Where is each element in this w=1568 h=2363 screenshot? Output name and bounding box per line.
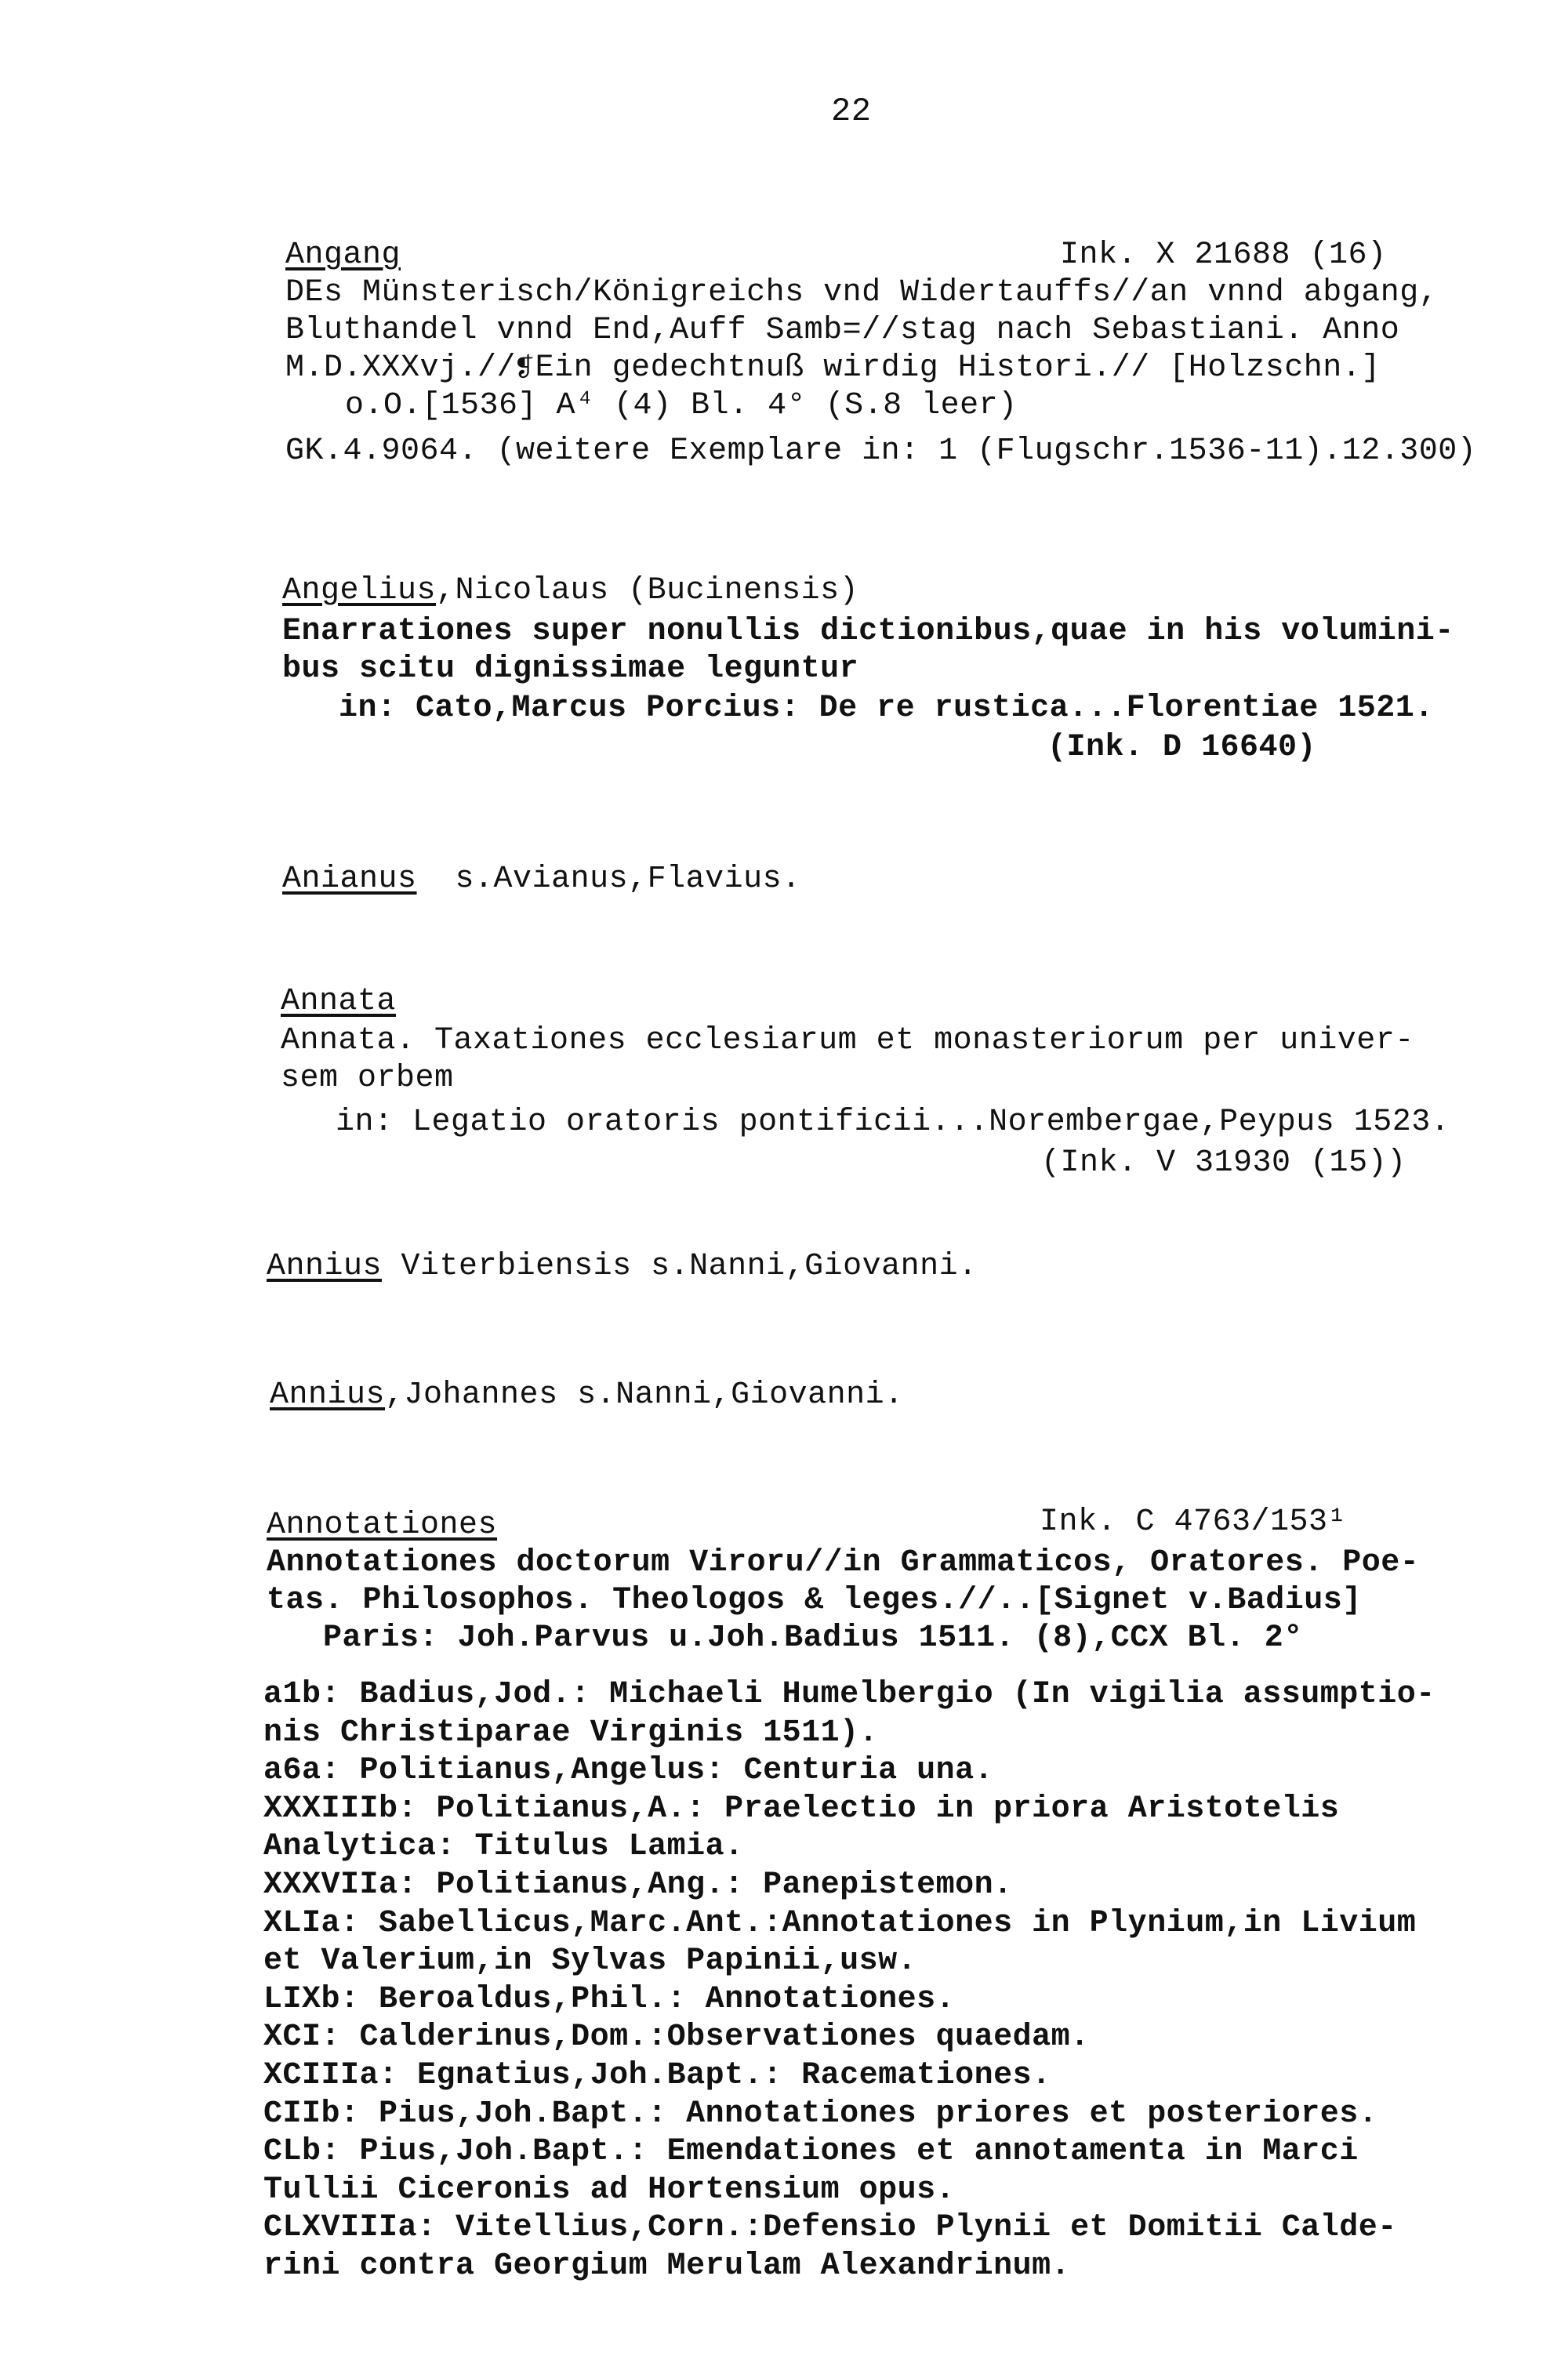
page-number: 22 [831, 93, 872, 130]
entry-heading-angang: Angang [285, 238, 401, 273]
entry-line: Annata. Taxationes ecclesiarum et monasteriorum per univer- [281, 1023, 1414, 1058]
entry-heading-annotationes: Annotationes [267, 1508, 498, 1543]
contents-text: rini contra Georgium Merulam Alexandrinum. [263, 2249, 1071, 2284]
contents-line [263, 1943, 916, 1980]
folio-ref: XXXIIIb: [263, 1791, 437, 1827]
entry-line: Annotationes doctorum Viroru//in Grammaticos, Oratores. Poe- [267, 1545, 1420, 1581]
entry-heading-rest: Viterbiensis s.Nanni,Giovanni. [401, 1249, 978, 1284]
contents-line [263, 2172, 955, 2209]
entry-heading-anianus: Anianus [282, 862, 417, 897]
entry-line: in: Legatio oratoris pontificii...Norembergae,Peypus 1523. [336, 1105, 1450, 1140]
entry-line: Bluthandel vnnd End,Auff Samb=//stag nach Sebastiani. Anno [285, 313, 1400, 348]
entry-line: M.D.XXXvj.//❡Ein gedechtnuß wirdig Histori.// [Holzschn.] [285, 350, 1381, 386]
contents-line [263, 2096, 1377, 2133]
folio-ref: CIIb: [263, 2096, 379, 2132]
entry-line: o.O.[1536] A⁴ (4) Bl. 4° (S.8 leer) [345, 388, 1018, 423]
entry-heading-annius: Annius [270, 1378, 386, 1413]
entry-shelfmark-angang: Ink. X 21688 (16) [1060, 238, 1387, 273]
contents-line [263, 2248, 1070, 2285]
contents-text: Badius,Jod.: Michaeli Humelbergio (In vigilia assumptio- [359, 1677, 1436, 1712]
entry-shelfmark-angelius: (Ink. D 16640) [1047, 730, 1317, 765]
contents-line [263, 1828, 744, 1866]
contents-line [263, 2209, 1397, 2247]
contents-text: nis Christiparae Virginis 1511). [263, 1715, 879, 1751]
entry-line: in: Cato,Marcus Porcius: De re rustica...Florentiae 1521. [339, 691, 1434, 726]
contents-text: Politianus,A.: Praelectio in priora Aristotelis [436, 1791, 1340, 1827]
contents-text: Analytica: Titulus Lamia. [263, 1829, 744, 1864]
contents-line [263, 1905, 1416, 1943]
folio-ref: CLXVIIIa: [263, 2210, 456, 2245]
folio-ref: XCIIIa: [263, 2058, 418, 2093]
entry-heading-rest: ,Johannes s.Nanni,Giovanni. [385, 1378, 904, 1413]
folio-ref: LIXb: [263, 1982, 379, 2017]
folio-ref: XXXVIIa: [263, 1868, 437, 1903]
entry-line: bus scitu dignissimae leguntur [282, 652, 859, 687]
entry-heading-rest: ,Nicolaus (Bucinensis) [436, 573, 859, 608]
contents-text: Pius,Joh.Bapt.: Annotationes priores et posteriores. [379, 2096, 1378, 2132]
contents-line [263, 1676, 1436, 1714]
folio-ref: a6a: [263, 1753, 360, 1788]
contents-text: et Valerium,in Sylvas Papinii,usw. [263, 1944, 917, 1979]
entry-line: sem orbem [281, 1061, 454, 1096]
folio-ref: XLIa: [263, 1906, 379, 1941]
contents-text: Beroaldus,Phil.: Annotationes. [379, 1982, 956, 2017]
contents-text: Calderinus,Dom.:Observationes quaedam. [359, 2020, 1090, 2055]
contents-text: Politianus,Ang.: Panepistemon. [436, 1868, 1013, 1903]
entry-line: DEs Münsterisch/Königreichs vnd Widertauffs//an vnnd abgang, [285, 275, 1439, 310]
folio-ref: XCI: [263, 2020, 360, 2055]
contents-line [263, 1981, 955, 2019]
folio-ref: a1b: [263, 1677, 360, 1712]
contents-text: Sabellicus,Marc.Ant.:Annotationes in Plynium,in Livium [379, 1906, 1417, 1941]
entry-heading-angelius: Angelius [282, 573, 437, 608]
contents-line [263, 1791, 1339, 1828]
contents-line [263, 1867, 1013, 1904]
entry-line: Paris: Joh.Parvus u.Joh.Badius 1511. (8),CCX Bl. 2° [323, 1621, 1303, 1656]
entry-heading-row-angelius [282, 572, 858, 610]
entry-heading-row-anianus [282, 861, 801, 898]
entry-line: Enarrationes super nonullis dictionibus,quae in his volumini- [282, 614, 1454, 649]
contents-text: Tullii Ciceronis ad Hortensium opus. [263, 2172, 956, 2208]
contents-text: Egnatius,Joh.Bapt.: Racemationes. [417, 2058, 1051, 2093]
entry-heading-row-annius-johannes [270, 1377, 904, 1414]
contents-line [263, 2133, 1359, 2171]
entry-heading-annius: Annius [267, 1249, 383, 1284]
entry-line: tas. Philosophos. Theologos & leges.//..[Signet v.Badius] [267, 1583, 1362, 1618]
contents-line [263, 2019, 1090, 2056]
entry-shelfmark-annata: (Ink. V 31930 (15)) [1041, 1145, 1406, 1181]
contents-text: Politianus,Angelus: Centuria una. [359, 1753, 994, 1788]
entry-heading-rest: s.Avianus,Flavius. [455, 862, 801, 897]
contents-text: Vitellius,Corn.:Defensio Plynii et Domitii Calde- [456, 2210, 1397, 2245]
entry-reference-note: GK.4.9064. (weitere Exemplare in: 1 (Flugschr.1536-11).12.300) [285, 434, 1477, 469]
contents-line [263, 2057, 1051, 2095]
entry-heading-annata: Annata [281, 984, 397, 1019]
contents-line [263, 1752, 993, 1790]
contents-text: Pius,Joh.Bapt.: Emendationes et annotamenta in Marci [359, 2134, 1359, 2169]
folio-ref: CLb: [263, 2134, 360, 2169]
entry-shelfmark-annotationes: Ink. C 4763/153¹ [1040, 1505, 1348, 1540]
entry-heading-row-annius-viterbiensis [267, 1248, 978, 1286]
contents-line [263, 1715, 878, 1752]
